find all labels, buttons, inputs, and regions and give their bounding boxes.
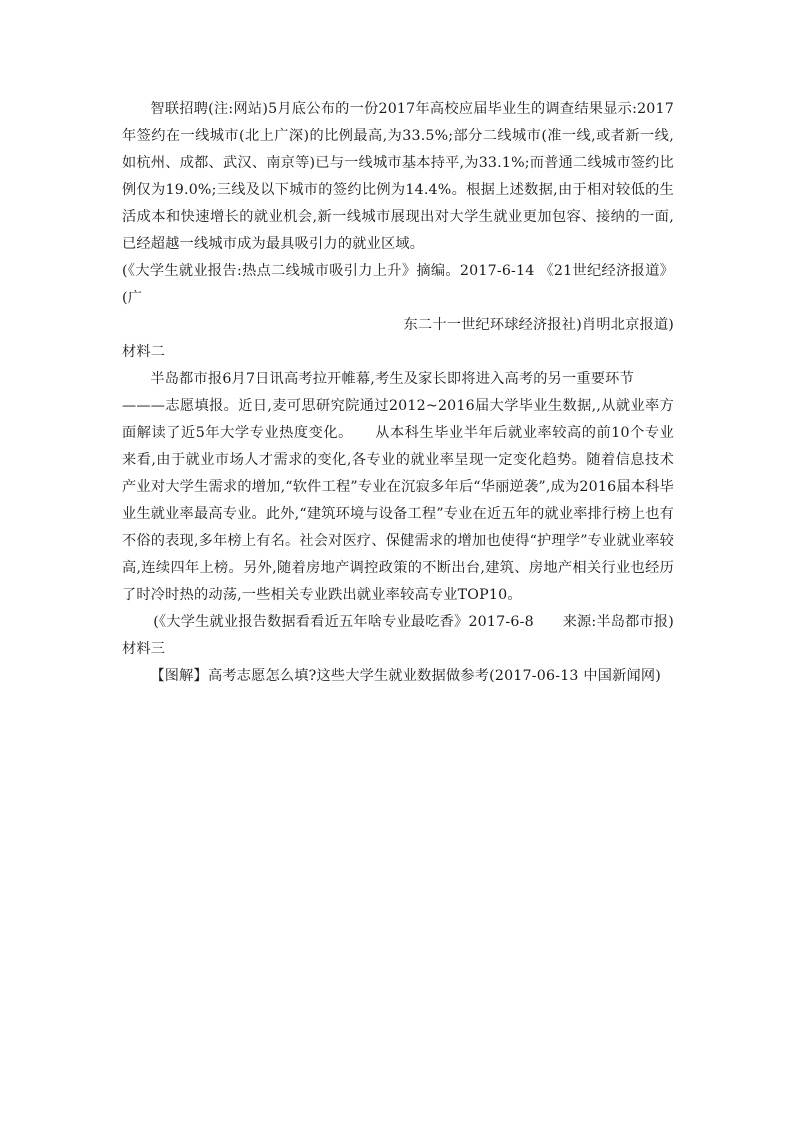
material3-heading: 材料三 [122,641,166,657]
material1-citation [122,258,674,339]
material1-citation-line1: (《大学生就业报告:热点二线城市吸引力上升》摘编。2017-6-14 《21世纪经济报道》(广 [122,263,674,306]
material2-paragraph: ———志愿填报。近日,麦可思研究院通过2012~2016届大学毕业生数据,,从就业率方面解读了近5年大学专业热度变化。 从本科生毕业半年后就业率较高的前10个专业来看,由于就业市场人才需求的变化,各专业的就业率呈现一定变化趋势。随着信息技术产业对大学生需求的增加,“软件工程”专业在沉寂多年后“华丽逆袭”,成为2016届本科毕业生就业率最高专业。此外,“建筑环境与设备工程”专业在近五年的就业率排行榜上也有不俗的表现,多年榜上有名。社会对医疗、保健需求的增加也使得“护理学”专业就业率较高,连续四年上榜。另外,随着房地产调控政策的不断出台,建筑、房地产相关行业也经历了时冷时热的动荡,一些相关专业跌出就业率较高专业TOP10。 [122,398,674,603]
material2-line1: 半岛都市报6月7日讯高考拉开帷幕,考生及家长即将进入高考的另一重要环节 [150,371,634,387]
document-body [122,96,674,690]
material3-line: 【图解】高考志愿怎么填?这些大学生就业数据做参考(2017-06-13 中国新闻网) [150,668,662,684]
material2-citation: (《大学生就业报告数据看看近五年啥专业最吃香》2017-6-8 来源:半岛都市报) [153,614,674,630]
material1-paragraph: 智联招聘(注:网站)5月底公布的一份2017年高校应届毕业生的调查结果显示:2017年签约在一线城市(北上广深)的比例最高,为33.5%;部分二线城市(准一线,或者新一线,如杭州、成都、武汉、南京等)已与一线城市基本持平,为33.1%;而普通二线城市签约比例仅为19.0%;三线及以下城市的签约比例为14.4%。根据上述数据,由于相对较低的生活成本和快速增长的就业机会,新一线城市展现出对大学生就业更加包容、接纳的一面,已经超越一线城市成为最具吸引力的就业区域。 [122,101,674,252]
material1-citation-line2: 东二十一世纪环球经济报社)肖明北京报道) [403,317,674,333]
material2-heading: 材料二 [122,344,166,360]
